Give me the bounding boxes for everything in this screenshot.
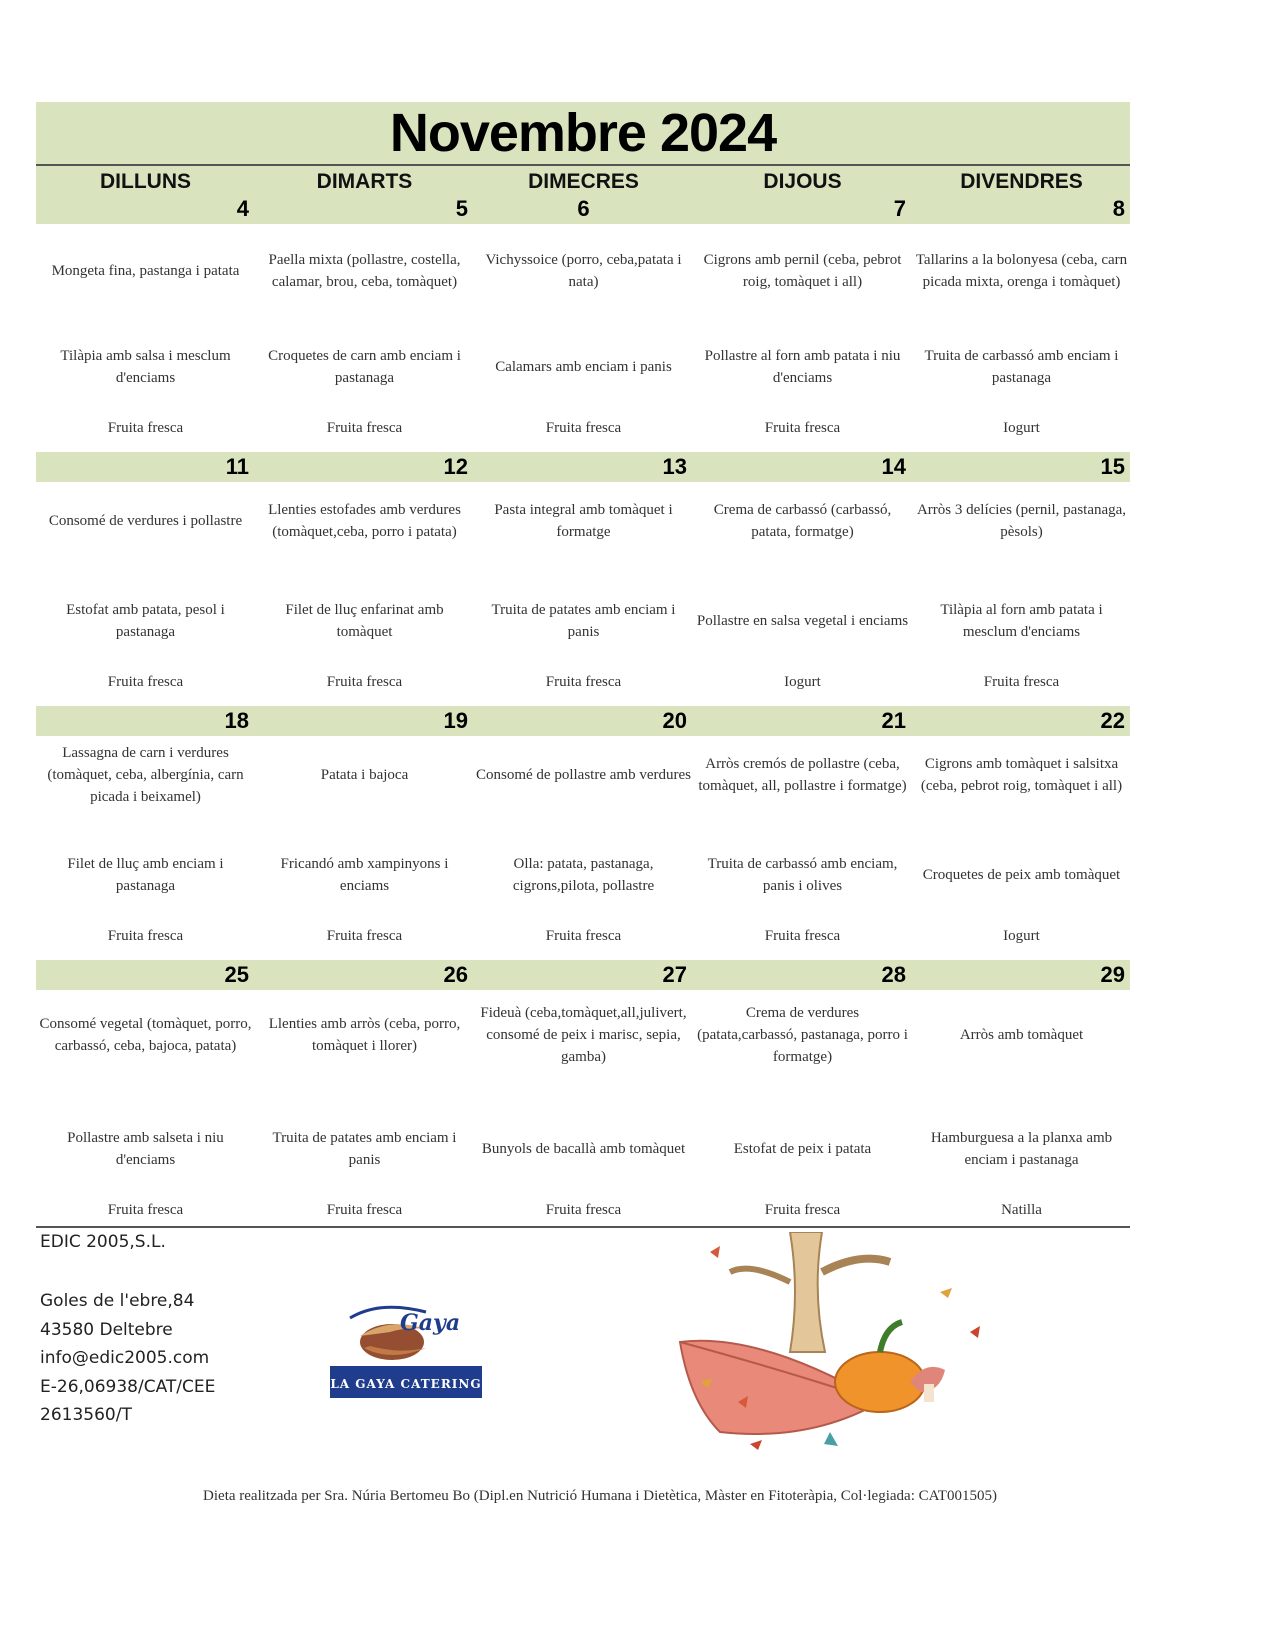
first-course: Lassagna de carn i verdures (tomàquet, ceba, albergínia, carn picada i beixamel): [47, 745, 244, 805]
first-course: Crema de verdures (patata,carbassó, pastanaga, porro i formatge): [697, 1005, 908, 1065]
day-cell: [36, 960, 255, 1226]
second-course: Tilàpia amb salsa i mesclum d'enciams: [60, 348, 231, 386]
day-cell: [474, 452, 693, 706]
day-name: DIJOUS: [763, 170, 842, 193]
day-cell: [912, 960, 1131, 1226]
title-band: [36, 102, 1130, 166]
second-course: Filet de lluç amb enciam i pastanaga: [67, 856, 224, 894]
dessert: Fruita fresca: [764, 420, 841, 436]
day-number: 6: [577, 196, 590, 221]
dessert: Iogurt: [1003, 420, 1040, 436]
day-cell: [255, 452, 474, 706]
registry-line: E-26,06938/CAT/CEE: [40, 1376, 216, 1397]
day-number: 14: [881, 454, 906, 479]
first-course: Cigrons amb tomàquet i salsitxa (ceba, pebrot roig, tomàquet i all): [920, 756, 1123, 794]
week-4: [36, 960, 1130, 1226]
day-number: 11: [225, 454, 249, 479]
second-course: Filet de lluç enfarinat amb tomàquet: [285, 602, 444, 640]
first-course: Llenties amb arròs (ceba, porro, tomàquet i llorer): [268, 1016, 461, 1054]
day-number: 28: [881, 962, 906, 987]
day-name: DIMECRES: [528, 170, 639, 193]
dessert: Fruita fresca: [764, 1202, 841, 1218]
dessert: Fruita fresca: [545, 928, 622, 944]
day-number: 26: [443, 962, 468, 987]
day-number: 29: [1100, 962, 1125, 987]
week-2: [36, 452, 1130, 706]
dessert: Fruita fresca: [107, 420, 184, 436]
dessert: Natilla: [1001, 1202, 1042, 1218]
registry-line: 2613560/T: [40, 1405, 132, 1425]
second-course: Hamburguesa a la planxa amb enciam i pastanaga: [930, 1130, 1113, 1168]
day-cell: [693, 960, 912, 1226]
company-address: [40, 1287, 215, 1430]
company-name: EDIC 2005,S.L.: [40, 1232, 166, 1252]
first-course: Consomé de pollastre amb verdures: [476, 767, 691, 783]
first-course: Arròs amb tomàquet: [959, 1027, 1084, 1043]
day-number: 8: [1112, 196, 1125, 221]
dessert: Iogurt: [1003, 928, 1040, 944]
first-course: Arròs cremós de pollastre (ceba, tomàquet, all, pollastre i formatge): [698, 756, 907, 794]
first-course: Crema de carbassó (carbassó, patata, formatge): [713, 502, 892, 540]
second-course: Calamars amb enciam i panis: [495, 359, 672, 375]
day-cell: [693, 706, 912, 960]
day-cell: [255, 706, 474, 960]
day-name: DIVENDRES: [960, 170, 1083, 193]
logo-script: Gaya: [400, 1310, 461, 1336]
first-course: Mongeta fina, pastanga i patata: [51, 263, 240, 279]
second-course: Fricandó amb xampinyons i enciams: [280, 856, 449, 894]
day-cell: [912, 452, 1131, 706]
dessert: Fruita fresca: [326, 420, 403, 436]
day-cell: [36, 166, 255, 438]
dessert: Fruita fresca: [326, 928, 403, 944]
day-cell: [474, 166, 693, 438]
second-course: Olla: patata, pastanaga, cigrons,pilota, pollastre: [512, 856, 655, 894]
second-course: Estofat de peix i patata: [733, 1141, 872, 1157]
day-number: 19: [443, 708, 468, 733]
autumn-illustration: [640, 1232, 1040, 1466]
second-course: Croquetes de peix amb tomàquet: [922, 867, 1121, 883]
dessert: Fruita fresca: [983, 674, 1060, 690]
day-number: 15: [1100, 454, 1125, 479]
day-name: DIMARTS: [316, 170, 413, 193]
day-cell: [474, 960, 693, 1226]
la-gaya-catering-logo: [330, 1296, 482, 1398]
day-number: 18: [224, 708, 249, 733]
week-3: [36, 706, 1130, 960]
day-cell: [693, 166, 912, 438]
second-course: Truita de patates amb enciam i panis: [272, 1130, 457, 1168]
first-course: Llenties estofades amb verdures (tomàquet,ceba, porro i patata): [268, 502, 461, 540]
day-number: 25: [224, 962, 249, 987]
second-course: Pollastre en salsa vegetal i enciams: [696, 613, 909, 629]
dessert: Fruita fresca: [107, 928, 184, 944]
day-number: 20: [662, 708, 687, 733]
second-course: Truita de patates amb enciam i panis: [491, 602, 676, 640]
day-number: 27: [662, 962, 687, 987]
day-cell: [36, 706, 255, 960]
first-course: Arròs 3 delícies (pernil, pastanaga, pèsols): [916, 502, 1127, 540]
address-line: Goles de l'ebre,84: [40, 1291, 195, 1311]
day-cell: [36, 452, 255, 706]
second-course: Tilàpia al forn amb patata i mesclum d'enciams: [940, 602, 1103, 640]
day-number: 12: [443, 454, 468, 479]
dessert: Fruita fresca: [326, 1202, 403, 1218]
dessert: Fruita fresca: [545, 1202, 622, 1218]
day-number: 22: [1100, 708, 1125, 733]
dessert: Fruita fresca: [764, 928, 841, 944]
page-title: Novembre 2024: [389, 103, 777, 163]
day-cell: [255, 166, 474, 438]
dessert: Fruita fresca: [107, 1202, 184, 1218]
address-line: 43580 Deltebre: [40, 1319, 173, 1340]
day-number: 4: [236, 196, 249, 221]
first-course: Cigrons amb pernil (ceba, pebrot roig, tomàquet i all): [703, 252, 902, 290]
second-course: Bunyols de bacallà amb tomàquet: [481, 1141, 686, 1157]
first-course: Consomé de verdures i pollastre: [48, 513, 243, 529]
first-course: Pasta integral amb tomàquet i formatge: [494, 502, 673, 540]
day-cell: [912, 706, 1131, 960]
day-cell: [255, 960, 474, 1226]
first-course: Vichyssoice (porro, ceba,patata i nata): [485, 252, 682, 290]
table-bottom-border: [36, 1226, 1130, 1228]
dessert: Fruita fresca: [545, 674, 622, 690]
day-number: 21: [881, 708, 906, 733]
day-name: DILLUNS: [100, 170, 191, 193]
second-course: Croquetes de carn amb enciam i pastanaga: [268, 348, 461, 386]
first-course: Consomé vegetal (tomàquet, porro, carbassó, ceba, bajoca, patata): [39, 1016, 252, 1054]
day-number: 5: [455, 196, 468, 221]
day-cell: [912, 166, 1131, 438]
day-number: 13: [662, 454, 687, 479]
first-course: Patata i bajoca: [320, 767, 409, 783]
day-cell: [474, 706, 693, 960]
first-course: Paella mixta (pollastre, costella, calamar, brou, ceba, tomàquet): [268, 252, 461, 290]
week-1: [36, 166, 1130, 438]
first-course: Tallarins a la bolonyesa (ceba, carn picada mixta, orenga i tomàquet): [915, 252, 1128, 290]
dessert: Fruita fresca: [326, 674, 403, 690]
second-course: Estofat amb patata, pesol i pastanaga: [66, 602, 225, 640]
day-number: 7: [893, 196, 906, 221]
dessert: Fruita fresca: [545, 420, 622, 436]
second-course: Pollastre amb salseta i niu d'enciams: [67, 1130, 224, 1168]
dietitian-credit: Dieta realitzada per Sra. Núria Bertomeu Bo (Dipl.en Nutrició Humana i Dietètica, Màster en Fitoteràpia, Col·legiada: CAT001505): [203, 1488, 997, 1504]
second-course: Truita de carbassó amb enciam, panis i olives: [707, 856, 898, 894]
second-course: Pollastre al forn amb patata i niu d'enciams: [704, 348, 901, 386]
second-course: Truita de carbassó amb enciam i pastanaga: [924, 348, 1119, 386]
email-line: info@edic2005.com: [40, 1348, 210, 1368]
day-cell: [693, 452, 912, 706]
dessert: Iogurt: [784, 674, 821, 690]
first-course: Fideuà (ceba,tomàquet,all,julivert, consomé de peix i marisc, sepia, gamba): [480, 1005, 687, 1065]
logo-text: LA GAYA CATERING: [330, 1377, 482, 1391]
dessert: Fruita fresca: [107, 674, 184, 690]
